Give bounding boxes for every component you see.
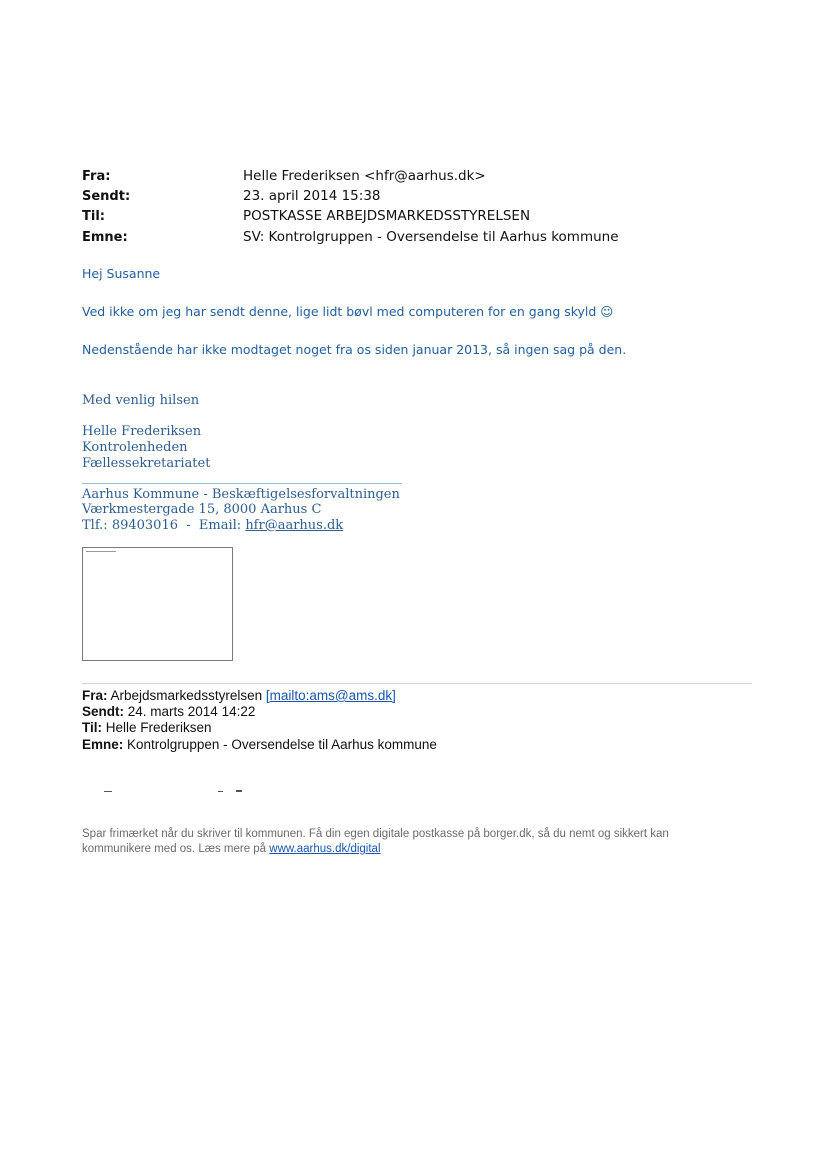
- footer-digital-link[interactable]: www.aarhus.dk/digital: [269, 843, 381, 855]
- body-line-1: Ved ikke om jeg har sendt denne, lige lidt bøvl med computeren for en gang skyld ☺: [82, 304, 614, 319]
- forwarded-from-label: Fra:: [82, 688, 108, 703]
- greeting: Hej Susanne: [82, 266, 161, 281]
- signature-name: Helle Frederiksen: [82, 424, 202, 439]
- forwarded-sent-label: Sendt:: [82, 704, 124, 719]
- forwarded-to-value: Helle Frederiksen: [105, 720, 212, 735]
- scan-mark: [218, 791, 223, 792]
- signature-closing: Med venlig hilsen: [82, 393, 200, 408]
- scan-mark: [104, 791, 112, 792]
- forwarded-to: [82, 720, 212, 735]
- subject-value: SV: Kontrolgruppen - Oversendelse til Aarhus kommune: [243, 229, 619, 245]
- signature-email-link[interactable]: hfr@aarhus.dk: [245, 518, 344, 533]
- signature-image-placeholder: [82, 547, 233, 661]
- footer-line-1: Spar frimærket når du skriver til kommunen. Få din egen digitale postkasse på borger.dk, så du nemt og sikkert kan: [82, 828, 669, 840]
- subject-label: Emne:: [82, 230, 128, 245]
- signature-divider: [82, 483, 402, 484]
- forwarded-from-name: Arbejdsmarkedsstyrelsen: [110, 688, 266, 703]
- forwarded-subject-label: Emne:: [82, 737, 124, 752]
- signature-org: Aarhus Kommune - Beskæftigelsesforvaltningen: [82, 487, 400, 502]
- forward-separator: [82, 683, 752, 684]
- forwarded-subject: [82, 737, 437, 752]
- footer-line-2-text: kommunikere med os. Læs mere på: [82, 843, 270, 855]
- scan-mark: [236, 790, 242, 792]
- image-placeholder-mark: [86, 551, 116, 552]
- forwarded-sent-value: 24. marts 2014 14:22: [127, 704, 256, 719]
- forwarded-to-label: Til:: [82, 720, 102, 735]
- body-line-2: Nedenstående har ikke modtaget noget fra os siden januar 2013, så ingen sag på den.: [82, 342, 627, 357]
- to-value: POSTKASSE ARBEJDSMARKEDSSTYRELSEN: [243, 208, 531, 224]
- signature-address: Værkmestergade 15, 8000 Aarhus C: [82, 502, 322, 517]
- sent-label: Sendt:: [82, 189, 131, 204]
- footer-line-2: [82, 842, 381, 856]
- forwarded-sent: [82, 704, 255, 719]
- signature-secretariat: Fællessekretariatet: [82, 456, 211, 471]
- forwarded-from: [82, 688, 396, 703]
- to-label: Til:: [82, 209, 105, 224]
- from-value: Helle Frederiksen <hfr@aarhus.dk>: [243, 168, 486, 184]
- forwarded-mailto-link[interactable]: [mailto:ams@ams.dk]: [265, 688, 396, 703]
- signature-phone: Tlf.: 89403016 - Email:: [82, 518, 246, 533]
- signature-contact: [82, 518, 343, 534]
- signature-dept: Kontrolenheden: [82, 440, 188, 455]
- forwarded-subject-value: Kontrolgruppen - Oversendelse til Aarhus kommune: [127, 737, 437, 752]
- sent-value: 23. april 2014 15:38: [243, 188, 381, 204]
- from-label: Fra:: [82, 169, 111, 184]
